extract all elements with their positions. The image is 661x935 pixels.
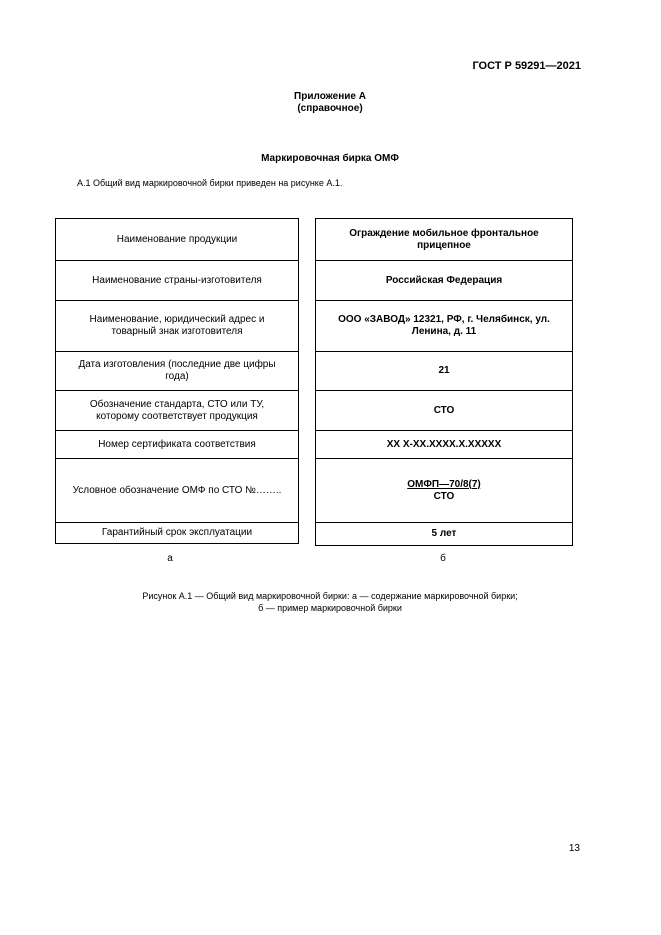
tag-example-row: Российская Федерация	[316, 261, 572, 301]
tag-template-label: а	[167, 553, 173, 564]
tag-example	[315, 218, 573, 546]
tag-example-row: 21	[316, 352, 572, 391]
figure-caption-line: Рисунок А.1 — Общий вид маркировочной бирки: а — содержание маркировочной бирки;	[142, 591, 518, 601]
tag-template-row: Наименование продукции	[56, 219, 298, 261]
tag-example-row: СТО	[316, 391, 572, 431]
appendix-heading	[200, 91, 460, 115]
tag-example-row: 5 лет	[431, 528, 457, 539]
tag-template-row: Обозначение стандарта, СТО или ТУ, которому соответствует продукция	[56, 391, 298, 431]
page-number: 13	[568, 843, 580, 854]
tag-template-row: Гарантийный срок эксплуатации	[101, 527, 253, 538]
designation-standard: СТО	[433, 490, 455, 502]
figure-caption-line: б — пример маркировочной бирки	[258, 603, 402, 613]
tag-template-row: Наименование, юридический адрес и товарный знак изготовителя	[56, 301, 298, 352]
appendix-title: Приложение А	[294, 91, 366, 102]
tag-template-row: Условное обозначение ОМФ по СТО №……..	[56, 459, 298, 523]
designation-code: ОМФП—70/8(7)	[407, 478, 481, 490]
section-title: Маркировочная бирка ОМФ	[261, 153, 399, 164]
tag-example-row: ХХ Х-ХХ.ХХХХ.Х.ХХХХХ	[316, 431, 572, 459]
appendix-type: (справочное)	[297, 103, 363, 114]
figure-caption	[60, 590, 600, 614]
tag-template	[55, 218, 299, 544]
tag-template-row: Номер сертификата соответствия	[56, 431, 298, 459]
tag-example-row	[316, 459, 572, 523]
standard-header: ГОСТ Р 59291—2021	[472, 60, 581, 72]
tag-example-label: б	[440, 553, 446, 564]
tag-template-row: Дата изготовления (последние две цифры года)	[56, 352, 298, 391]
tag-example-row: ООО «ЗАВОД» 12321, РФ, г. Челябинск, ул. Ленина, д. 11	[316, 301, 572, 352]
tag-example-row: Ограждение мобильное фронтальное прицепное	[316, 219, 572, 261]
intro-paragraph: А.1 Общий вид маркировочной бирки приведен на рисунке А.1.	[77, 178, 343, 188]
tag-template-row: Наименование страны-изготовителя	[56, 261, 298, 301]
